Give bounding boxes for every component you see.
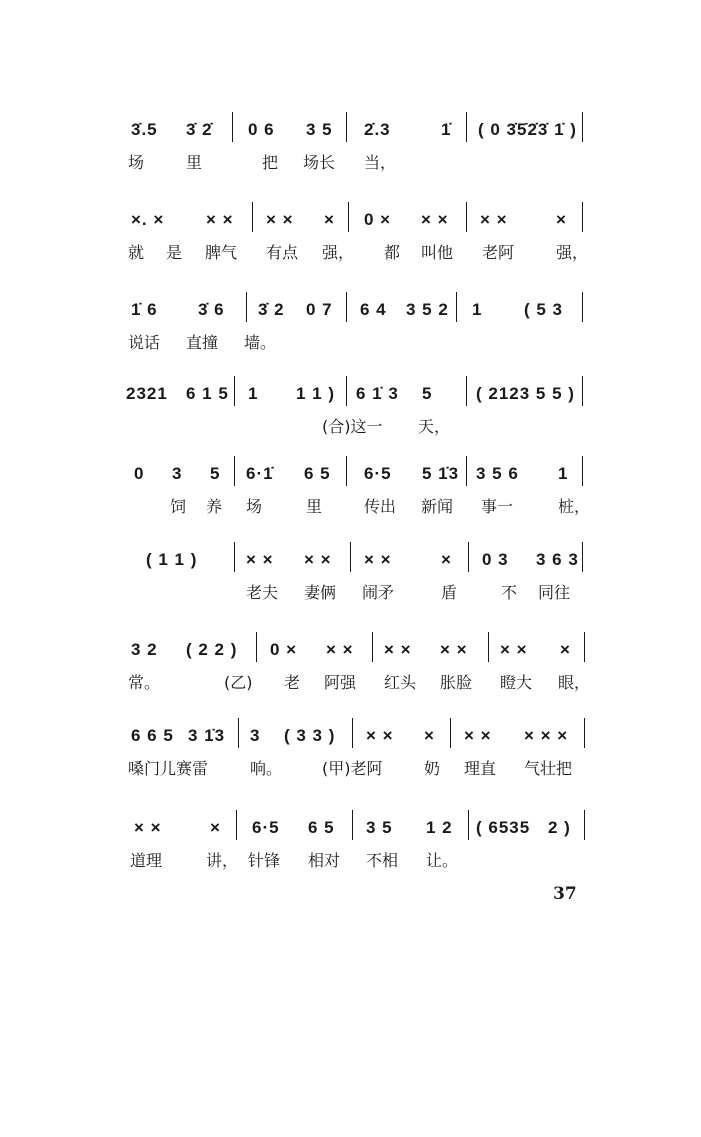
- lyric-word: 阿强: [324, 673, 357, 692]
- note-group: 6·5: [364, 464, 392, 483]
- notation-line: [0, 200, 701, 234]
- lyric-line: [0, 240, 701, 264]
- note-group: 1: [248, 384, 259, 403]
- note-group: 0 ×: [270, 640, 298, 659]
- note-group: 6 4: [360, 300, 387, 319]
- lyric-word: 场: [246, 497, 263, 516]
- lyric-word: 养: [206, 497, 223, 516]
- bar-line: [488, 632, 489, 662]
- note-group: 1: [558, 464, 569, 483]
- note-group: ( 0 3̇5̇2̇3̇ 1̇ ): [478, 120, 577, 139]
- lyric-word: 闹矛: [362, 583, 395, 602]
- note-group: ×: [441, 550, 452, 569]
- bar-line: [468, 810, 469, 840]
- lyric-line: [0, 494, 701, 518]
- bar-line: [466, 376, 467, 406]
- note-group: ×: [210, 818, 221, 837]
- note-group: 0 ×: [364, 210, 392, 229]
- lyric-word: 响。: [250, 759, 283, 778]
- bar-line: [346, 456, 347, 486]
- lyric-word: 让。: [426, 851, 459, 870]
- lyric-word: 天，: [418, 417, 451, 436]
- note-group: 0: [134, 464, 145, 483]
- lyric-word: 老阿: [482, 243, 515, 262]
- bar-line: [256, 632, 257, 662]
- lyric-line: [0, 756, 701, 780]
- note-group: × ×: [206, 210, 234, 229]
- bar-line: [582, 542, 583, 572]
- note-group: 3 5: [306, 120, 333, 139]
- note-group: ×. ×: [131, 210, 165, 229]
- note-group: 3 5 2: [406, 300, 449, 319]
- notation-line: [0, 290, 701, 324]
- bar-line: [350, 542, 351, 572]
- lyric-line: [0, 330, 701, 354]
- bar-line: [582, 112, 583, 142]
- lyric-word: 里: [186, 153, 203, 172]
- note-group: 6·5: [252, 818, 280, 837]
- lyric-word: 理直: [464, 759, 497, 778]
- lyric-word: 红头: [384, 673, 417, 692]
- lyric-word: 老: [284, 673, 301, 692]
- lyric-word: 事一: [481, 497, 514, 516]
- note-group: × ×: [304, 550, 332, 569]
- bar-line: [238, 718, 239, 748]
- lyric-word: 不: [501, 583, 518, 602]
- bar-line: [450, 718, 451, 748]
- note-group: 3 5 6: [476, 464, 519, 483]
- lyric-word: 奶: [424, 759, 441, 778]
- bar-line: [466, 202, 467, 232]
- note-group: × ×: [266, 210, 294, 229]
- lyric-word: 嗓门儿赛雷: [128, 759, 209, 778]
- note-group: 3 6 3: [536, 550, 579, 569]
- lyric-word: 眼，: [558, 673, 591, 692]
- note-group: × ×: [384, 640, 412, 659]
- lyric-word: 里: [306, 497, 323, 516]
- bar-line: [236, 810, 237, 840]
- note-group: × ×: [440, 640, 468, 659]
- note-group: ( 2123 5 5 ): [476, 384, 575, 403]
- note-group: × ×: [326, 640, 354, 659]
- note-group: 2321: [126, 384, 168, 403]
- note-group: ×: [560, 640, 571, 659]
- lyric-word: 胀脸: [440, 673, 473, 692]
- note-group: 2̇.3: [364, 120, 391, 139]
- lyric-word: 不相: [366, 851, 399, 870]
- lyric-word: 脾气: [205, 243, 238, 262]
- notation-line: [0, 716, 701, 750]
- note-group: × ×: [480, 210, 508, 229]
- lyric-word: 场长: [303, 153, 336, 172]
- note-group: × ×: [500, 640, 528, 659]
- note-group: 6 5: [308, 818, 335, 837]
- note-group: × ×: [364, 550, 392, 569]
- note-group: ( 6535: [476, 818, 531, 837]
- bar-line: [234, 456, 235, 486]
- bar-line: [232, 112, 233, 142]
- bar-line: [246, 292, 247, 322]
- note-group: 0 3: [482, 550, 509, 569]
- lyric-word: 把: [262, 153, 279, 172]
- lyric-word: 新闻: [421, 497, 454, 516]
- lyric-word: 讲，: [206, 851, 239, 870]
- lyric-word: 直撞: [186, 333, 219, 352]
- note-group: ×: [424, 726, 435, 745]
- note-group: × ×: [366, 726, 394, 745]
- note-group: × ×: [246, 550, 274, 569]
- lyric-line: [0, 414, 701, 438]
- note-group: 5: [422, 384, 433, 403]
- lyric-word: 针锋: [248, 851, 281, 870]
- note-group: ×: [324, 210, 335, 229]
- note-group: 1: [472, 300, 483, 319]
- note-group: 3̇.5: [131, 120, 158, 139]
- lyric-word: 同往: [538, 583, 571, 602]
- note-group: 3 1̇3: [188, 726, 226, 745]
- note-group: 0 7: [306, 300, 333, 319]
- bar-line: [582, 292, 583, 322]
- note-group: 2 ): [548, 818, 571, 837]
- lyric-word: 说话: [128, 333, 161, 352]
- lyric-word: 传出: [364, 497, 397, 516]
- lyric-word: 都: [384, 243, 401, 262]
- bar-line: [466, 456, 467, 486]
- note-group: 0 6: [248, 120, 275, 139]
- note-group: 3̇ 6: [198, 300, 225, 319]
- lyric-word: 是: [166, 243, 183, 262]
- note-group: 3̇ 2: [258, 300, 285, 319]
- lyric-word: 强，: [322, 243, 355, 262]
- bar-line: [346, 112, 347, 142]
- lyric-word: 老夫: [246, 583, 279, 602]
- lyric-word: 墙。: [244, 333, 277, 352]
- note-group: × ×: [421, 210, 449, 229]
- lyric-word: 瞪大: [500, 673, 533, 692]
- bar-line: [234, 542, 235, 572]
- bar-line: [468, 542, 469, 572]
- lyric-word: 叫他: [421, 243, 454, 262]
- lyric-word: 盾: [441, 583, 458, 602]
- note-group: 1̇: [441, 120, 452, 139]
- note-group: 6 6 5: [131, 726, 174, 745]
- lyric-word: 强，: [556, 243, 589, 262]
- note-group: ( 2 2 ): [186, 640, 238, 659]
- bar-line: [584, 632, 585, 662]
- bar-line: [582, 456, 583, 486]
- lyric-word: 场: [128, 153, 145, 172]
- note-group: 3: [250, 726, 261, 745]
- note-group: × × ×: [524, 726, 569, 745]
- note-group: 1 1 ): [296, 384, 336, 403]
- lyric-word: (甲)老阿: [322, 759, 383, 778]
- bar-line: [372, 632, 373, 662]
- bar-line: [466, 112, 467, 142]
- note-group: ( 3 3 ): [284, 726, 336, 745]
- lyric-word: 就: [128, 243, 145, 262]
- bar-line: [348, 202, 349, 232]
- lyric-word: 有点: [266, 243, 299, 262]
- bar-line: [584, 718, 585, 748]
- lyric-word: 常。: [128, 673, 161, 692]
- note-group: 5 1̇3: [422, 464, 460, 483]
- notation-line: [0, 110, 701, 144]
- bar-line: [346, 292, 347, 322]
- note-group: ( 5 3: [524, 300, 564, 319]
- notation-line: [0, 374, 701, 408]
- bar-line: [352, 810, 353, 840]
- bar-line: [582, 202, 583, 232]
- bar-line: [252, 202, 253, 232]
- note-group: 6·1̇: [246, 464, 274, 483]
- lyric-word: 道理: [130, 851, 163, 870]
- lyric-word: 相对: [308, 851, 341, 870]
- lyric-word: 饲: [170, 497, 187, 516]
- note-group: ( 1 1 ): [146, 550, 198, 569]
- notation-line: [0, 540, 701, 574]
- note-group: 5: [210, 464, 221, 483]
- notation-line: [0, 454, 701, 488]
- lyric-word: (合)这一: [322, 417, 383, 436]
- note-group: 6 5: [304, 464, 331, 483]
- lyric-line: [0, 848, 701, 872]
- note-group: 3 5: [366, 818, 393, 837]
- bar-line: [234, 376, 235, 406]
- lyric-word: 气壮把: [524, 759, 573, 778]
- note-group: 1̇ 6: [131, 300, 158, 319]
- note-group: × ×: [134, 818, 162, 837]
- lyric-line: [0, 670, 701, 694]
- notation-line: [0, 808, 701, 842]
- note-group: 6 1̇ 3: [356, 384, 399, 403]
- note-group: 3 2: [131, 640, 158, 659]
- bar-line: [346, 376, 347, 406]
- lyric-word: 当，: [364, 153, 397, 172]
- bar-line: [582, 376, 583, 406]
- bar-line: [352, 718, 353, 748]
- notation-line: [0, 630, 701, 664]
- page-number: 37: [553, 884, 577, 904]
- note-group: 3: [172, 464, 183, 483]
- note-group: ×: [556, 210, 567, 229]
- note-group: × ×: [464, 726, 492, 745]
- note-group: 6 1 5: [186, 384, 229, 403]
- note-group: 3̇ 2̇: [186, 120, 213, 139]
- bar-line: [584, 810, 585, 840]
- lyric-word: 妻俩: [304, 583, 337, 602]
- lyric-word: 桩，: [558, 497, 591, 516]
- bar-line: [456, 292, 457, 322]
- lyric-line: [0, 580, 701, 604]
- lyric-line: [0, 150, 701, 174]
- lyric-word: (乙): [224, 673, 253, 692]
- note-group: 1 2: [426, 818, 453, 837]
